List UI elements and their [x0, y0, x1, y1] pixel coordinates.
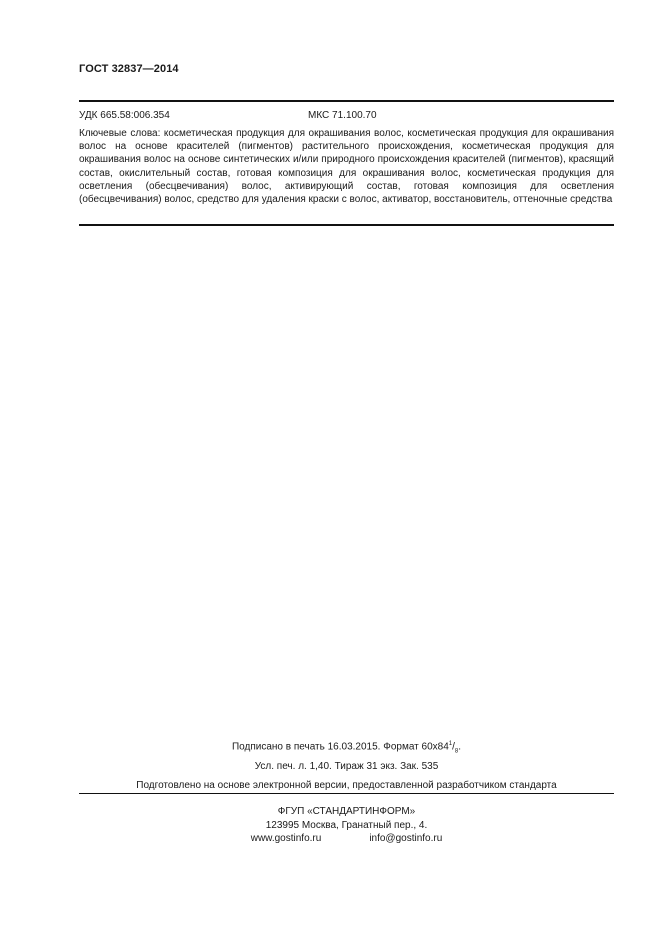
prepared-note: Подготовлено на основе электронной версии, предоставленной разработчиком стандарта	[136, 780, 557, 791]
keywords-divider	[79, 224, 614, 226]
website-link[interactable]: www.gostinfo.ru	[250, 833, 322, 844]
keywords-paragraph: Ключевые слова: косметическая продукция для окрашивания волос, косметическая продукция для окрашивания волос на основе красителей (пигментов) растительного происхождения, косметическая продукция для окрашивания волос на основе синтетических и/или природного происхождения красителей (пигментов), красящий состав, окислительный состав, готовая композиция для окрашивания волос, косметическая продукция для осветления (обесцвечивания) волос, активирующий состав, готовая композиция для осветления (обесцвечивания) волос, средство для удаления краски с волос, активатор, восстановитель, оттеночные средства	[79, 128, 614, 206]
format-end: .	[458, 741, 462, 753]
mks-code: МКС 71.100.70	[308, 110, 377, 121]
email-link[interactable]: info@gostinfo.ru	[369, 833, 443, 844]
publisher-address: 123995 Москва, Гранатный пер., 4.	[265, 820, 428, 831]
format-slash: /	[452, 741, 455, 753]
print-info: Усл. печ. л. 1,40. Тираж 31 экз. Зак. 535	[254, 761, 439, 772]
format-sub: 8	[454, 748, 459, 755]
signed-line	[79, 741, 614, 754]
format-sup: 1	[448, 741, 453, 747]
publisher-contacts	[79, 833, 614, 844]
signed-text: Подписано в печать 16.03.2015. Формат 60х84	[231, 741, 449, 753]
publisher-name: ФГУП «СТАНДАРТИНФОРМ»	[277, 806, 416, 817]
imprint-divider	[79, 793, 614, 794]
standard-number: ГОСТ 32837—2014	[79, 63, 179, 75]
udk-code: УДК 665.58:006.354	[79, 110, 170, 121]
header-divider	[79, 100, 614, 102]
